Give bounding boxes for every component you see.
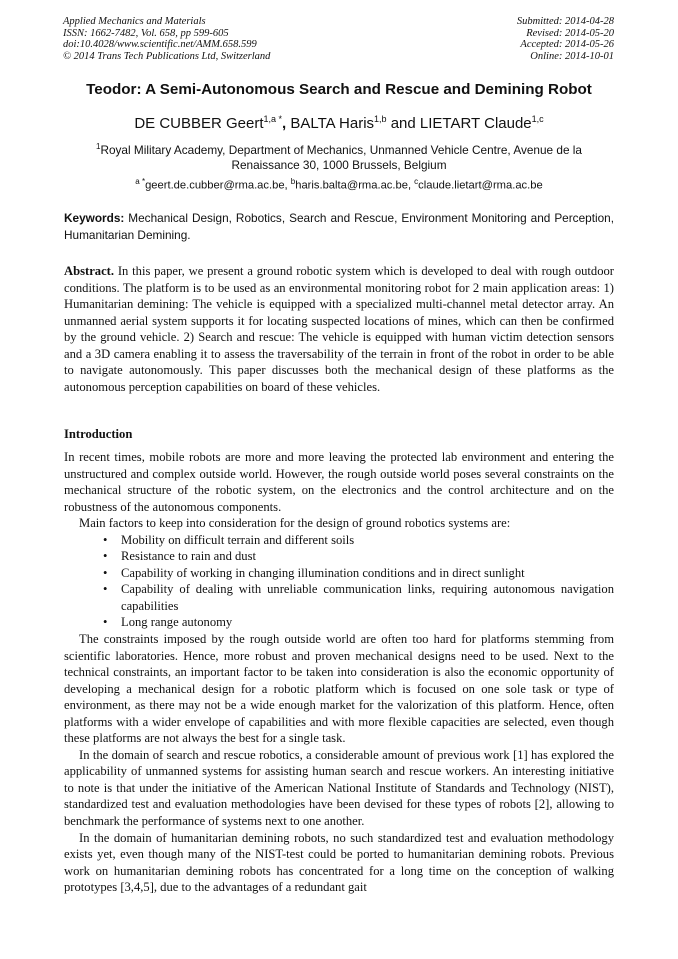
email-address: haris.balta@rma.ac.be: [295, 179, 408, 192]
paper-title: Teodor: A Semi-Autonomous Search and Rescue and Demining Robot: [86, 81, 592, 98]
submission-dates: [517, 16, 614, 62]
abstract-text: In this paper, we present a ground robotic system which is developed to deal with rough outdoor conditions. The platform is to be used as an environmental monitoring robot for 2 main application areas: 1) Humanitarian demining: The vehicle is equipped with a specialized multi-channel metal detector array. An unmanned aerial system supports it for locating suspected locations of mines, which can then be confirmed by the ground vehicle. 2) Search and rescue: The vehicle is equipped with human victim detection sensors and a 3D camera enabling it to assess the traversability of the terrain in front of the robot in order to be able to navigate autonomously. This paper discusses both the mechanical design of these platforms as the autonomous perception capabilities on board of these vehicles.: [64, 264, 614, 394]
author-name: DE CUBBER Geert: [134, 115, 264, 132]
list-item: [103, 565, 614, 582]
keywords-label: Keywords:: [64, 211, 125, 225]
journal-name: Applied Mechanics and Materials: [63, 16, 206, 27]
list-item: [103, 614, 614, 631]
journal-doi: doi:10.4028/www.scientific.net/AMM.658.599: [63, 39, 257, 50]
section-heading-introduction: Introduction: [64, 427, 133, 441]
date-accepted: Accepted: 2014-05-26: [520, 39, 614, 50]
bullet-icon: •: [103, 565, 108, 580]
affiliation-mark: 1: [96, 142, 101, 151]
author-list: [0, 114, 678, 132]
bullet-icon: •: [103, 615, 108, 630]
journal-copyright: © 2014 Trans Tech Publications Ltd, Switzerland: [63, 50, 271, 62]
date-revised: Revised: 2014-05-20: [526, 27, 614, 39]
date-online: Online: 2014-10-01: [530, 50, 614, 62]
bullet-icon: •: [103, 549, 108, 564]
date-submitted: Submitted: 2014-04-28: [516, 16, 614, 27]
list-item: [103, 548, 614, 565]
list-item-text: Long range autonomy: [121, 615, 233, 630]
keywords-text: Mechanical Design, Robotics, Search and Rescue, Environment Monitoring and Perception, Humanitarian Demining.: [64, 211, 614, 242]
author-affiliation-mark: 1,a *: [263, 114, 283, 124]
factor-list: [64, 532, 614, 631]
email-mark: c: [414, 177, 419, 186]
bullet-icon: •: [103, 582, 108, 597]
paragraph: In recent times, mobile robots are more and more leaving the protected lab environment and entering the unstructured and complex outside world. However, the rough outside world poses several constraints on the mechanical structure of the robotic system, on the electronics and the control architecture and on the robustness of the autonomous components.: [64, 450, 614, 514]
abstract-label: Abstract.: [64, 264, 115, 278]
author-separator: and: [386, 115, 420, 132]
bullet-icon: •: [103, 532, 108, 547]
paragraph: The constraints imposed by the rough outside world are often too hard for platforms stemming from scientific laboratories. Hence, more robust and proven mechanical designs need to be used. Next to the technical constraints, an important factor to be taken into consideration is also the economic opportunity of developing a mechanical design for a robotic platform which is focused on one sole task or type of environment, as there may not be a wide enough market for the valorization of this platform. Hence, often platforms with a wider envelope of capabilities and with more flexible capacities are selected, even though these platforms are not always the best for a single task.: [64, 632, 614, 746]
keywords: [64, 210, 614, 243]
list-item: [103, 581, 614, 614]
author-affiliation-mark: 1,b: [374, 114, 387, 124]
introduction-body: [64, 449, 614, 896]
email-address: geert.de.cubber@rma.ac.be: [145, 179, 285, 192]
list-item-text: Capability of dealing with unreliable communication links, requiring autonomous navigation capabilities: [121, 582, 614, 613]
journal-info: [63, 16, 270, 62]
author-separator: ,: [282, 115, 291, 132]
author-affiliation-mark: 1,c: [531, 114, 544, 124]
email-address: claude.lietart@rma.ac.be: [418, 179, 543, 192]
abstract: [64, 263, 614, 395]
paragraph: Main factors to keep into consideration for the design of ground robotics systems are:: [79, 516, 511, 531]
paragraph: In the domain of search and rescue robotics, a considerable amount of previous work [1] has explored the applicability of unmanned systems for assisting human search and rescue workers. An interesting initiative to note is that under the initiative of the American National Institute of Standards and Technology (NIST), standardized test and evaluation methodologies have been devised for these types of robots [2], allowing to benchmark the performance of systems next to one another.: [64, 747, 614, 829]
list-item-text: Resistance to rain and dust: [121, 549, 257, 564]
list-item-text: Mobility on difficult terrain and different soils: [121, 532, 355, 547]
affiliation: [70, 139, 608, 174]
email-list: $^{a *}$geert.de.cubber@rma.ac.be, $^b$haris.balta@rma.ac.be, $^c$claude.lietart@rma.ac.be: [135, 177, 543, 192]
list-item-text: Capability of working in changing illumination conditions and in direct sunlight: [121, 565, 525, 580]
email-mark: b: [290, 177, 296, 186]
paragraph: In the domain of humanitarian demining robots, no such standardized test and evaluation methodology exists yet, even though many of the NIST-test could be ported to humanitarian demining robots. Previous work on humanitarian demining robots has concentrated for a long time on the conception of walking prototypes [3,4,5], due to the advantages of a redundant gait: [64, 830, 614, 895]
author-name: LIETART Claude: [419, 115, 532, 132]
email-mark: a *: [135, 177, 146, 186]
affiliation-text: Royal Military Academy, Department of Mechanics, Unmanned Vehicle Centre, Avenue de la Renaissance 30, 1000 Brussels, Belgium: [100, 142, 582, 173]
list-item: [103, 532, 614, 549]
journal-issn: ISSN: 1662-7482, Vol. 658, pp 599-605: [63, 27, 229, 39]
author-name: BALTA Haris: [290, 115, 375, 132]
